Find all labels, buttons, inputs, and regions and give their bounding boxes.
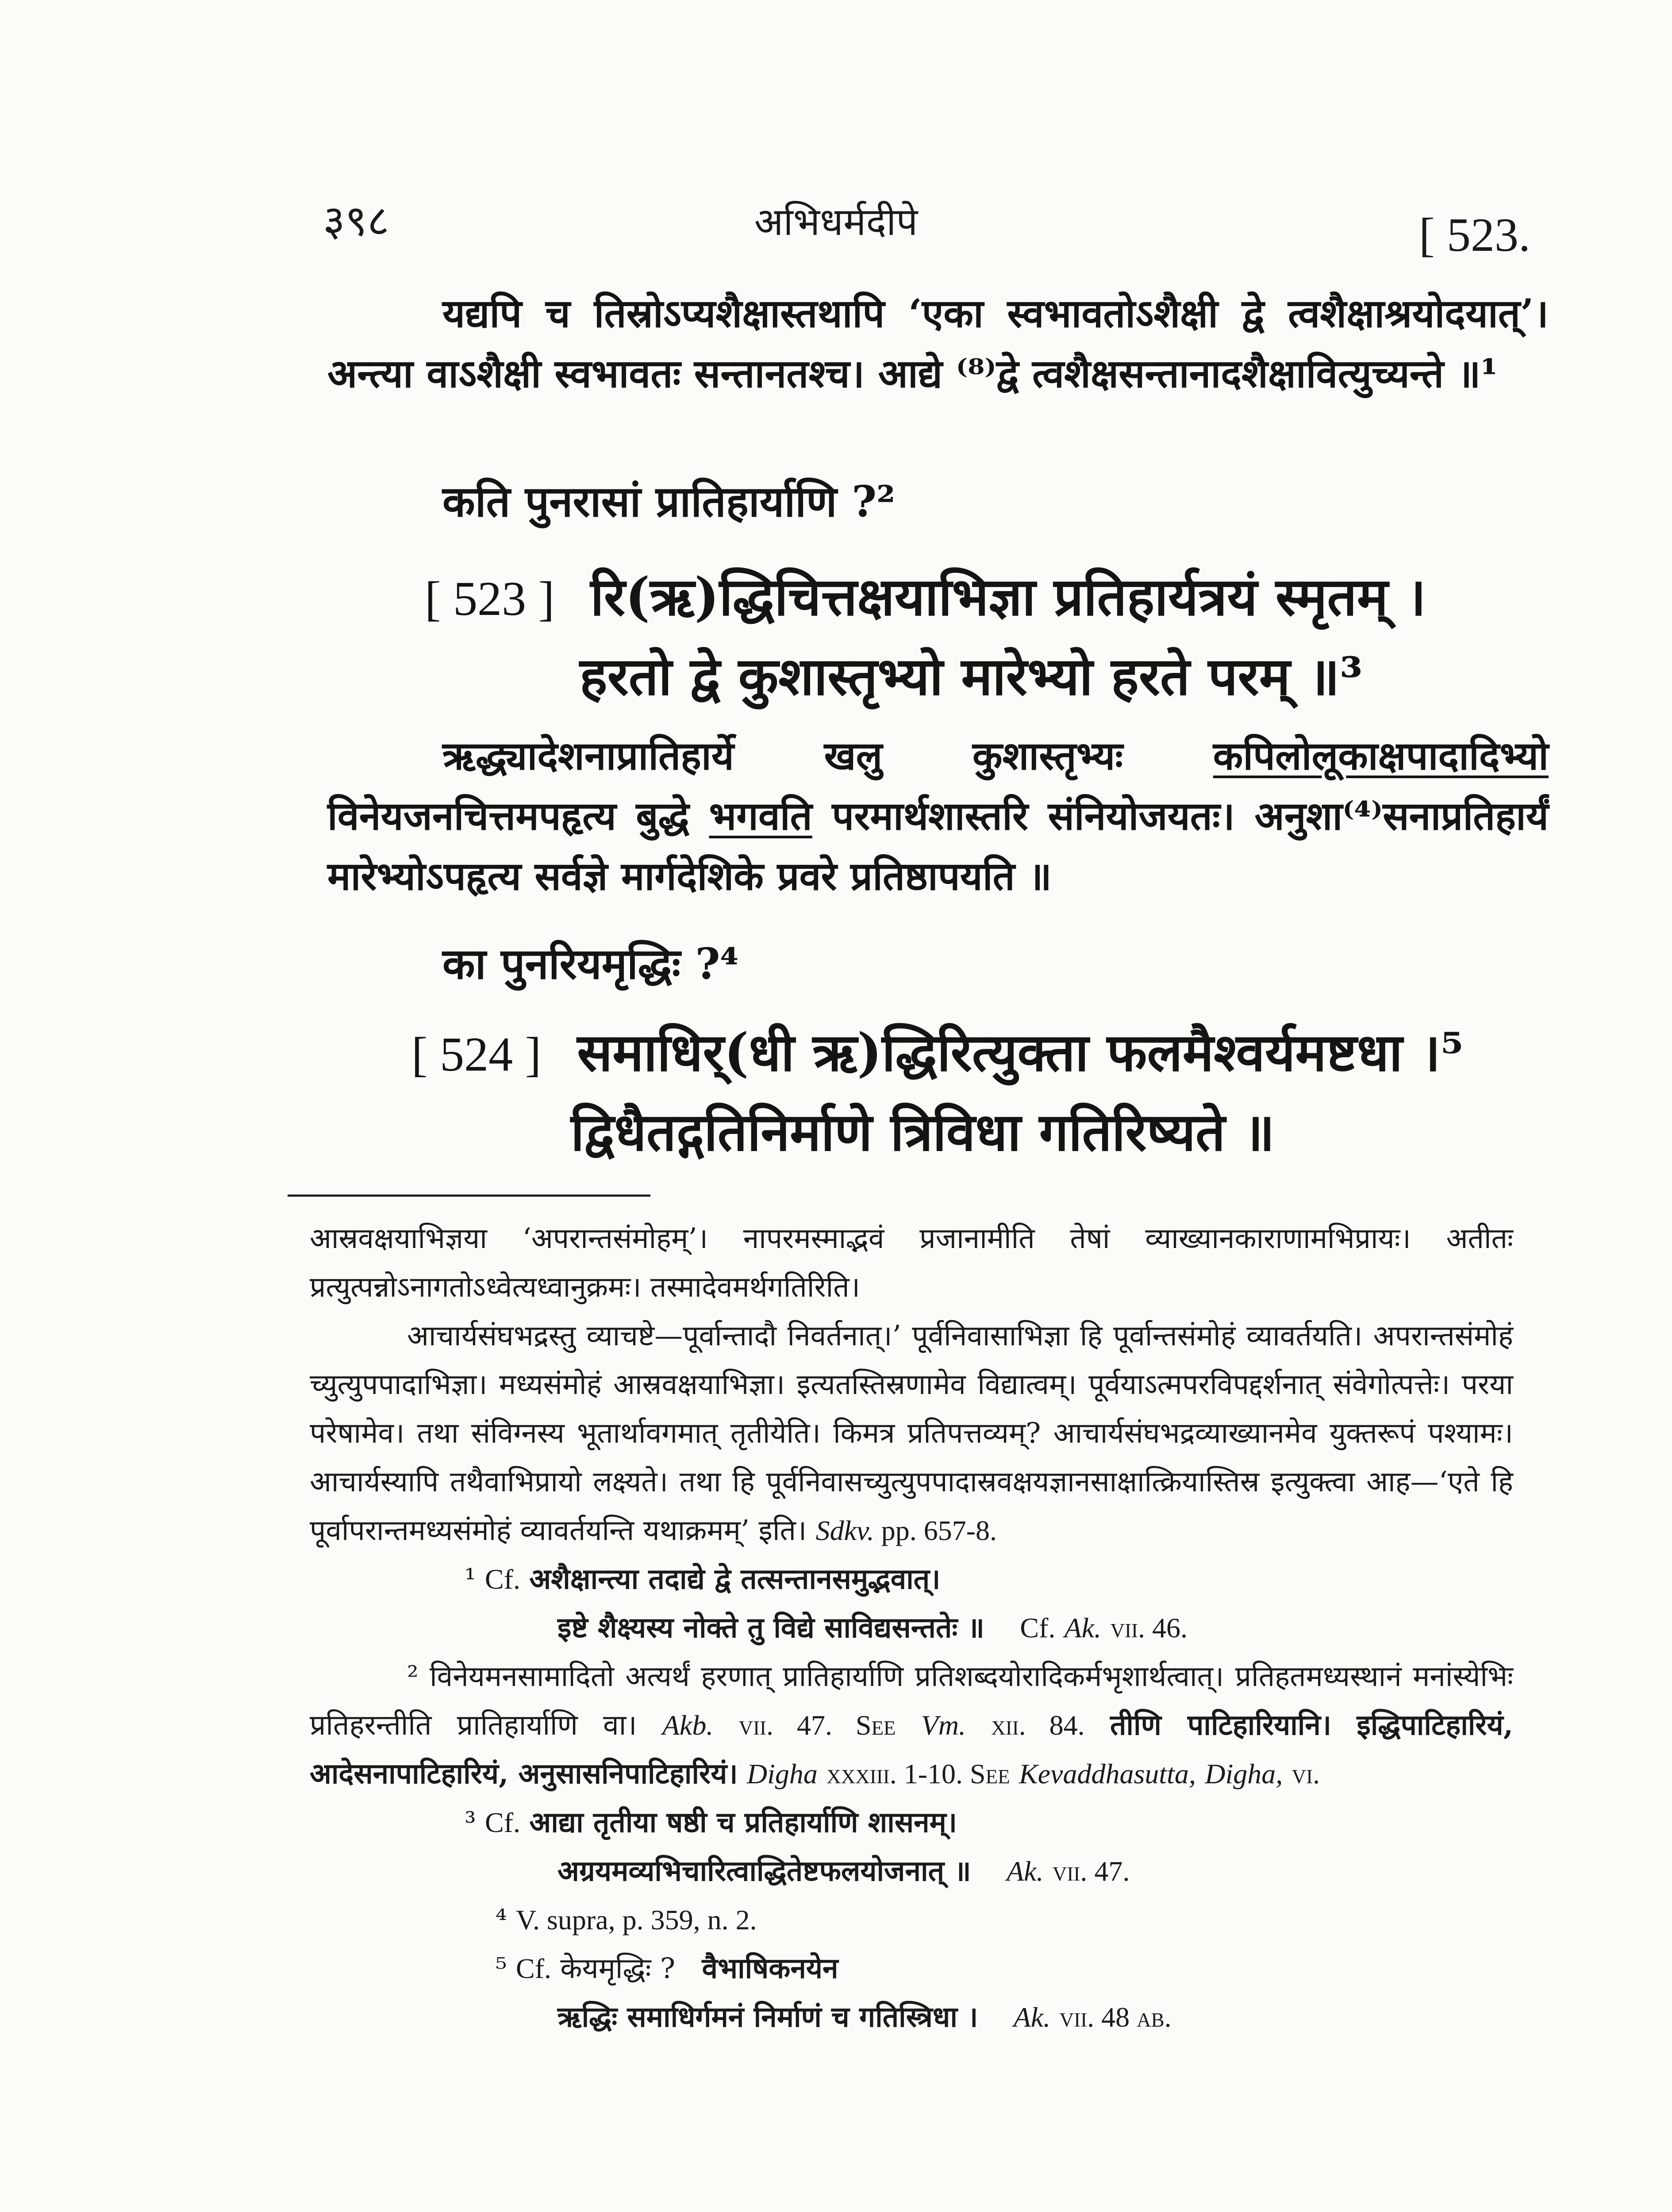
page-number: ३९८ [323,196,389,246]
question-1: कति पुनरासां प्रातिहार्याणि ?² [442,476,896,526]
verse-text: रि(ऋ)द्धिचित्तक्षयाभिज्ञा प्रतिहार्यत्रयं स्मृतम् । [590,566,1426,627]
verse-number: [ 523 ] [425,572,555,626]
verse-524-line-1 [411,1022,1464,1083]
commentary-text: विनेयजनचित्तमपहृत्य बुद्धे [327,793,709,839]
commentary-paragraph-1 [327,283,1549,403]
commentary-paragraph-2 [327,726,1549,906]
footnote-marker: ³ [465,1806,476,1839]
verse-524-line-2: द्विधैतद्गतिनिर्माणे त्रिविधा गतिरिष्यते ॥ [571,1101,1275,1163]
footnote-rule [288,1194,650,1197]
footnote-3: ³ Cf. आद्या तृतीया षष्ठी च प्रतिहार्याणि शासनम्। [465,1806,957,1839]
running-head: अभिधर्मदीपे [754,200,918,244]
footnote-5: ⁵ Cf. केयमृद्धिः ? वैभाषिकनयेन [496,1952,838,1985]
footnote-1: ¹ Cf. अशैक्षान्त्या तदाद्ये द्वे तत्सन्तानसमुद्भवात्। [465,1563,941,1596]
underlined-term: भगवति [709,793,812,839]
commentary-text: ऋद्ध्यादेशनाप्रातिहार्ये खलु कुशास्तृभ्यः [442,733,1213,779]
footnote-marker: ² [407,1660,419,1693]
footnote-4: ⁴ V. supra, p. 359, n. 2. [496,1904,757,1936]
footnote-marker: ⁵ [496,1952,507,1985]
footnote-continuation-1: आस्रवक्षयाभिज्ञया ‘अपरान्तसंमोहम्’। नापरमस्माद्भवं प्रजानामीति तेषां व्याख्यानकाराणामभिप्रायः। अतीतः प्रत्युत्पन्नोऽनागतोऽध्वेत्यध्वानुक्रमः। तस्मादेवमर्थगतिरिति। [310,1222,1513,1304]
footnote-3-line-2: अग्रयमव्यभिचारित्वाद्धितेष्टफलयोजनात् ॥ Ak. vii. 47. [557,1855,1130,1888]
footnote-1-line-2: इष्टे शैक्ष्यस्य नोक्ते तु विद्ये साविद्यसन्ततेः ॥ Cf. Ak. vii. 46. [557,1611,1188,1644]
footnote-continuation-2: आचार्यसंघभद्रस्तु व्याचष्टे—पूर्वान्तादौ निवर्तनात्।’ पूर्वनिवासाभिज्ञा हि पूर्वान्तसंमोहं व्यावर्तयति। अपरान्तसंमोहं च्युत्युपपादाभिज्ञा। मध्यसंमोहं आस्रवक्षयाभिज्ञा। इत्यतस्तिस्रणामेव विद्यात्वम्। पूर्वयाऽत्मपरविपद्दर्शनात् संवेगोत्पत्तेः। परया परेषामेव। तथा संविग्नस्य भूतार्थावगमात् तृतीयेति। किमत्र प्रतिपत्तव्यम्? आचार्यसंघभद्रव्याख्यानमेव युक्तरूपं पश्यामः। आचार्यस्यापि तथैवाभिप्रायो लक्ष्यते। तथा हि पूर्वनिवासच्युत्युपपादास्रवक्षयज्ञानसाक्षात्क्रियास्तिस्र इत्युक्त्वा आह—‘एते हि पूर्वापरान्तमध्यसंमोहं व्यावर्तयन्ति यथाक्रमम्’ इति। Sdkv. pp. 657-8. [310,1320,1513,1547]
footnote-marker: ⁴ [496,1904,507,1936]
footnote-2: ² विनेयमनसामादितो अत्यर्थं हरणात् प्रातिहार्याणि प्रतिशब्दयोरादिकर्मभृशार्थत्वात्। प्रतिहतमध्यस्थानं मनांस्येभिः प्रतिहरन्तीति प्रातिहार्याणि वा। Akb. vii. 47. See Vm. xii. 84. तीणि पाटिहारियानि। इद्धिपाटिहारियं, आदेसनापाटिहारियं, अनुसासनिपाटिहारियं। Digha xxxiii. 1-10. See Kevaddhasutta, Digha, vi. [310,1660,1514,1790]
underlined-term: कपिलोलूकाक्षपादादिभ्यो [1213,733,1549,779]
question-2: का पुनरियमृद्धिः ?⁴ [442,939,739,989]
section-reference: [ 523. [1419,209,1530,261]
footnote-marker: ¹ [465,1563,476,1596]
verse-523-line-2: हरतो द्वे कुशास्तृभ्यो मारेभ्यो हरते परम् ॥³ [580,645,1363,707]
commentary-text: परमार्थशास्तरि संनियोजयतः। अनुशा⁽⁴⁾सनाप्रतिहार्यं मारेभ्योऽपहृत्य सर्वज्ञे मार्गदेशिके प्रवरे प्रतिष्ठापयति ॥ [327,793,1549,899]
verse-number: [ 524 ] [411,1027,542,1081]
verse-523-line-1 [425,566,1426,627]
footnotes [310,1214,1513,2042]
footnote-5-line-2: ऋद्धिः समाधिर्गमनं निर्माणं च गतिस्त्रिधा । Ak. vii. 48 ab. [557,2001,1172,2034]
citation-sdkv: Sdkv. [815,1515,874,1546]
commentary-text: यद्यपि च तिस्रोऽप्यशैक्षास्तथापि ‘एका स्वभावतोऽशैक्षी द्वे त्वशैक्षाश्रयोदयात्’। अन्त्या वाऽशैक्षी स्वभावतः सन्तानतश्च। आद्ये ⁽⁸⁾द्वे त्वशैक्षसन्तानादशैक्षावित्युच्यन्ते ॥¹ [327,290,1549,396]
verse-text: समाधिर्(धी ऋ)द्धिरित्युक्ता फलमैश्वर्यमष्टधा ।⁵ [577,1022,1464,1083]
